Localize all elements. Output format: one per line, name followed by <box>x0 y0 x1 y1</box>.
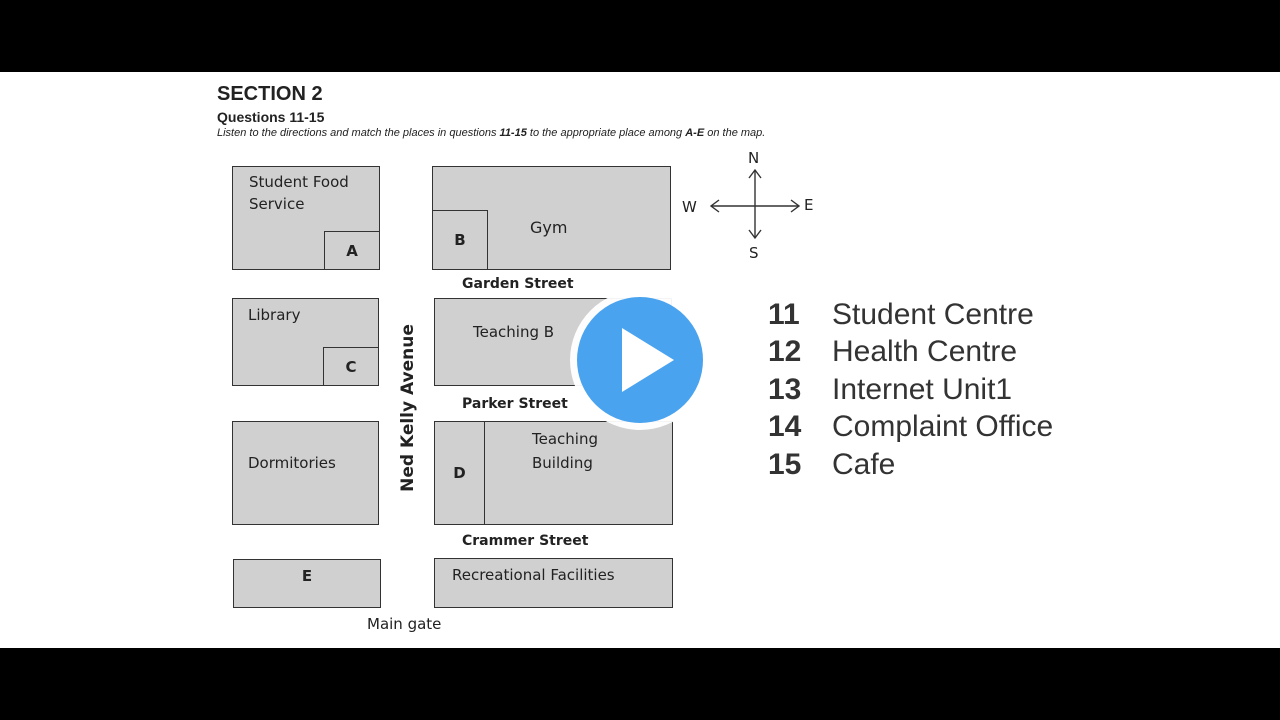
teaching-building-label-2: Building <box>532 454 593 472</box>
play-icon <box>568 288 712 432</box>
question-row <box>768 334 1053 372</box>
question-row <box>768 296 1053 334</box>
instructions <box>217 127 765 139</box>
location-c: C <box>323 347 379 386</box>
student-food-label-1: Student Food <box>249 173 349 191</box>
location-d: D <box>434 421 485 525</box>
library-label: Library <box>248 306 301 324</box>
question-text: Health Centre <box>832 335 1018 369</box>
crammer-street-label: Crammer Street <box>462 533 589 549</box>
location-e: E <box>233 559 381 608</box>
instructions-text-1: Listen to the directions and match the places in questions <box>217 127 500 139</box>
dormitories-label: Dormitories <box>248 454 336 472</box>
parker-street-label: Parker Street <box>462 396 568 412</box>
question-number: 12 <box>768 335 802 369</box>
section-title: SECTION 2 <box>217 83 323 105</box>
teaching-building-north-label: Teaching B <box>473 323 555 341</box>
question-row <box>768 446 1053 484</box>
questions-title: Questions 11-15 <box>217 109 325 125</box>
location-a: A <box>324 231 380 270</box>
question-text: Internet Unit1 <box>832 372 1013 406</box>
compass-south-label: S <box>749 244 759 262</box>
garden-street-label: Garden Street <box>462 276 574 292</box>
compass <box>676 148 826 264</box>
video-frame <box>0 72 1280 648</box>
question-text: Student Centre <box>832 297 1034 331</box>
gym-label: Gym <box>530 218 568 237</box>
instructions-range: 11-15 <box>499 127 527 139</box>
compass-east-label: E <box>804 196 814 214</box>
compass-north-label: N <box>748 149 760 167</box>
question-number: 14 <box>768 410 802 444</box>
location-b: B <box>432 210 488 270</box>
question-row <box>768 371 1053 409</box>
student-food-label-2: Service <box>249 195 305 213</box>
instructions-text-3: on the map. <box>704 127 766 139</box>
question-number: 11 <box>768 297 800 331</box>
question-number: 13 <box>768 372 802 406</box>
compass-west-label: W <box>682 198 697 216</box>
instructions-letters: A-E <box>685 127 705 139</box>
question-text: Cafe <box>832 447 896 481</box>
question-row <box>768 409 1053 447</box>
play-button[interactable] <box>568 288 712 432</box>
main-gate-label: Main gate <box>367 615 442 633</box>
instructions-text-2: to the appropriate place among <box>526 127 686 139</box>
ned-kelly-avenue-label: Ned Kelly Avenue <box>398 324 418 492</box>
question-number: 15 <box>768 447 802 481</box>
question-text: Complaint Office <box>832 410 1054 444</box>
recreational-facilities-label: Recreational Facilities <box>452 566 615 584</box>
questions-list <box>768 296 1053 484</box>
teaching-building-label-1: Teaching <box>532 430 598 448</box>
